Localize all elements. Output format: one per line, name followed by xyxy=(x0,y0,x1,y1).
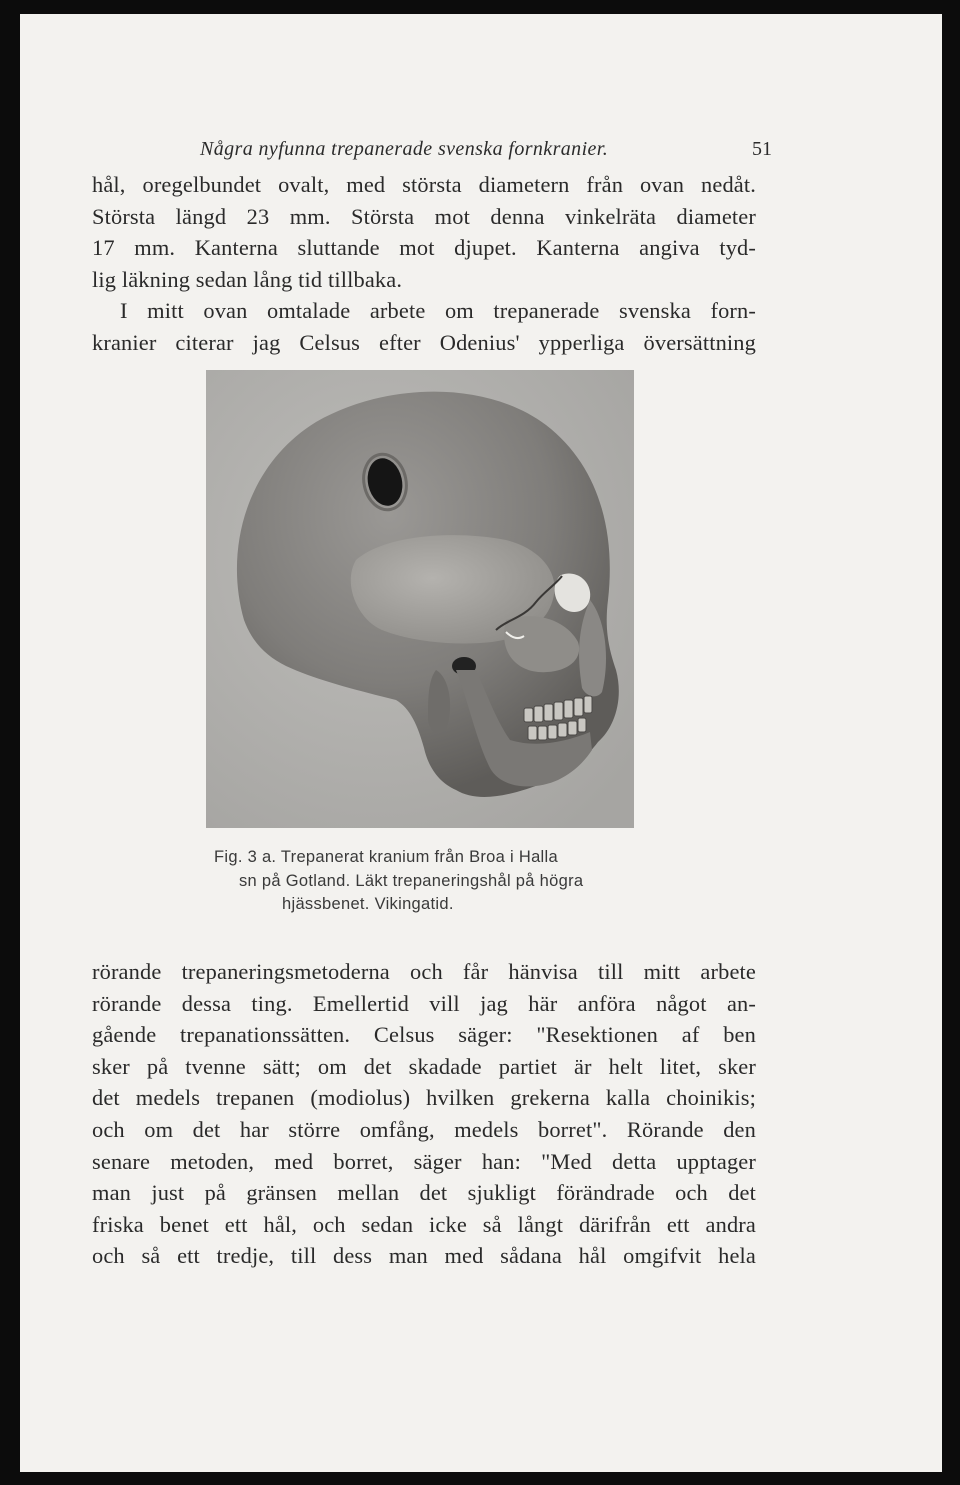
text-line: hål, oregelbundet ovalt, med största diametern från ovan nedåt. xyxy=(92,172,756,197)
skull-illustration xyxy=(206,370,634,828)
text-line: 17 mm. Kanterna sluttande mot djupet. Kanterna angiva tyd- xyxy=(92,235,756,261)
caption-line: hjässbenet. Vikingatid. xyxy=(282,895,454,913)
caption-line: Fig. 3 a. Trepanerat kranium från Broa i Halla xyxy=(214,848,558,866)
text-line: sker på tvenne sätt; om det skadade partiet är helt litet, sker xyxy=(92,1053,756,1079)
text-line: man just på gränsen mellan det sjukligt förändrade och det xyxy=(92,1180,756,1206)
text-line: och så ett tredje, till dess man med sådana hål omgifvit hela xyxy=(92,1243,756,1269)
text-line: friska benet ett hål, och sedan icke så långt därifrån ett andra xyxy=(92,1211,756,1237)
paragraph-bottom xyxy=(92,956,756,1272)
text-line: lig läkning sedan lång tid tillbaka. xyxy=(92,266,403,292)
text-line: och om det har större omfång, medels borret". Rörande den xyxy=(92,1116,756,1142)
running-title: Några nyfunna trepanerade svenska fornkranier. xyxy=(200,138,609,160)
caption-line: sn på Gotland. Läkt trepaneringshål på högra xyxy=(239,871,584,890)
text-line: rörande dessa ting. Emellertid vill jag här anföra något an- xyxy=(92,990,756,1016)
text-line: kranier citerar jag Celsus efter Odenius' ypperliga översättning xyxy=(92,329,756,355)
skull-photograph xyxy=(206,370,634,828)
text-line: I mitt ovan omtalade arbete om trepanerade svenska forn- xyxy=(120,298,756,324)
book-page xyxy=(20,14,942,1472)
text-line: gående trepanationssätten. Celsus säger: "Resektionen af ben xyxy=(92,1022,756,1048)
figure-caption xyxy=(196,846,666,917)
page-number: 51 xyxy=(752,138,772,160)
text-line: det medels trepanen (modiolus) hvilken grekerna kalla choinikis; xyxy=(92,1085,756,1111)
text-line: senare metoden, med borret, säger han: "Med detta upptager xyxy=(92,1148,756,1174)
text-line: Största längd 23 mm. Största mot denna vinkelräta diameter xyxy=(92,203,756,229)
paragraph-top xyxy=(92,169,756,359)
running-header xyxy=(200,138,772,164)
text-line: rörande trepaneringsmetoderna och får hänvisa till mitt arbete xyxy=(92,959,756,984)
